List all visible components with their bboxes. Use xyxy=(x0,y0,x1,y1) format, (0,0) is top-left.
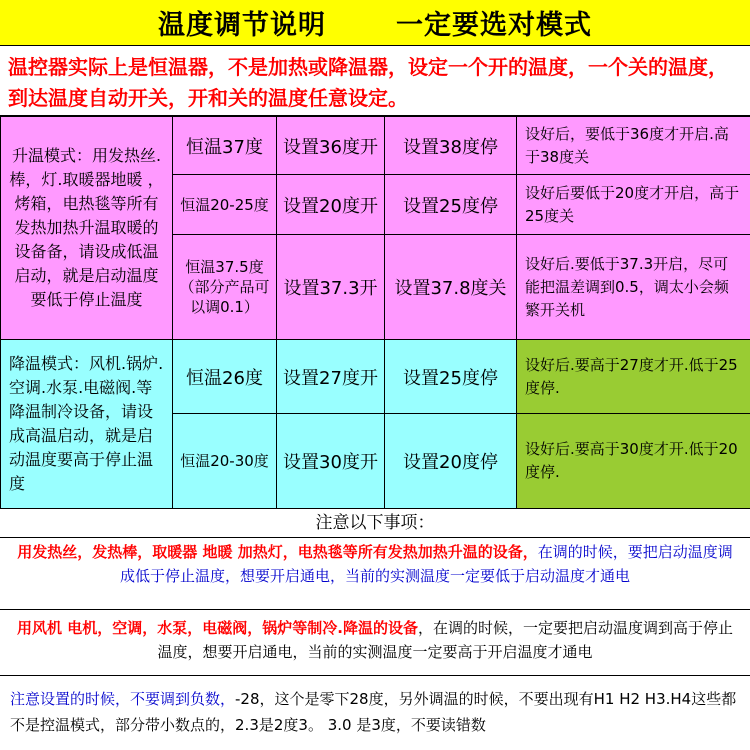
heating-note-2: 设好后要低于20度才开启，高于25度关 xyxy=(517,175,750,235)
table-row xyxy=(1,340,750,414)
heating-off-3: 设置37.8度关 xyxy=(385,235,517,340)
notice-heating-devices: 用发热丝，发热棒，取暖器 地暖 加热灯，电热毯等所有发热加热升温的设备， xyxy=(17,543,538,561)
heating-const-2: 恒温20-25度 xyxy=(173,175,277,235)
heating-on-1: 设置36度开 xyxy=(277,117,385,175)
heating-note-1: 设好后，要低于36度才开启.高于38度关 xyxy=(517,117,750,175)
cooling-note-2: 设好后.要高于30度才开.低于20度停. xyxy=(517,414,750,509)
notice-settings-detail: -28，这个是零下28度，另外调温的时候，不要出现有H1 H2 H3.H4这些都不是控温模式，部分带小数点的，2.3是2度3。 3.0 是3度，不要读错数 xyxy=(10,690,737,734)
notice-settings xyxy=(0,676,750,750)
cooling-const-1: 恒温26度 xyxy=(173,340,277,414)
cooling-on-1: 设置27度开 xyxy=(277,340,385,414)
heating-const-3: 恒温37.5度（部分产品可以调0.1） xyxy=(173,235,277,340)
notice-cooling-devices: 用风机 电机，空调，水泵，电磁阀，锅炉等制冷.降温的设备 xyxy=(17,619,418,637)
cooling-note-1: 设好后.要高于27度才开.低于25度停. xyxy=(517,340,750,414)
cooling-on-2: 设置30度开 xyxy=(277,414,385,509)
heating-on-3: 设置37.3开 xyxy=(277,235,385,340)
intro-text: 温控器实际上是恒温器，不是加热或降温器，设定一个开的温度，一个关的温度，到达温度自动开关，开和关的温度任意设定。 xyxy=(0,46,750,116)
notice-heating xyxy=(0,538,750,610)
title-bar xyxy=(0,0,750,46)
notice-heading: 注意以下事项： xyxy=(0,508,750,538)
cooling-off-2: 设置20度停 xyxy=(385,414,517,509)
cooling-mode-desc: 降温模式：风机.锅炉.空调.水泵.电磁阀.等降温制冷设备，请设成高温启动，就是启动温度要高于停止温度 xyxy=(1,340,173,509)
title-text: 温度调节说明 xyxy=(158,10,326,41)
heating-off-2: 设置25度停 xyxy=(385,175,517,235)
heating-note-3: 设好后.要低于37.3开启，尽可能把温差调到0.5，调太小会频繁开关机 xyxy=(517,235,750,340)
title-warning: 一定要选对模式 xyxy=(396,10,592,41)
settings-table xyxy=(0,116,750,509)
cooling-off-1: 设置25度停 xyxy=(385,340,517,414)
heating-mode-desc: 升温模式：用发热丝.棒，灯.取暖器地暖 ，烤箱，电热毯等所有发热加热升温取暖的设备备，请设成低温启动，就是启动温度要低于停止温度 xyxy=(1,117,173,340)
heating-on-2: 设置20度开 xyxy=(277,175,385,235)
notice-heating-rule: 在调的时候，要把启动温度调成低于停止温度，想要开启通电，当前的实测温度一定要低于启动温度才通电 xyxy=(119,543,733,585)
notice-cooling xyxy=(0,610,750,676)
table-row xyxy=(1,117,750,175)
heating-off-1: 设置38度停 xyxy=(385,117,517,175)
cooling-const-2: 恒温20-30度 xyxy=(173,414,277,509)
notice-cooling-rule: ，在调的时候，一定要把启动温度调到高于停止温度，想要开启通电，当前的实测温度一定要高于开启温度才通电 xyxy=(157,619,733,661)
heating-const-1: 恒温37度 xyxy=(173,117,277,175)
notice-settings-warning: 注意设置的时候，不要调到负数， xyxy=(10,690,236,708)
